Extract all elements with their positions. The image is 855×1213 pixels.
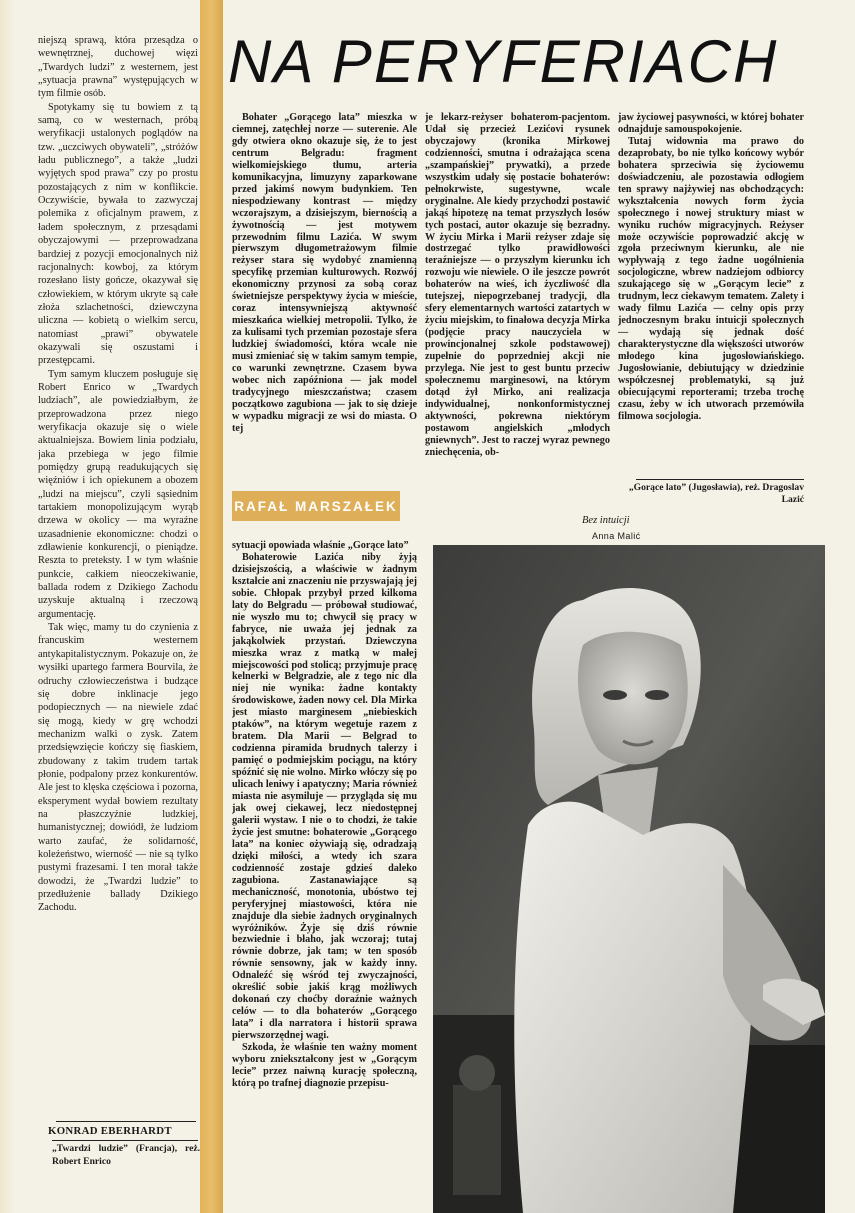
article-column-3: [618, 112, 804, 500]
note-rule: [52, 1140, 198, 1141]
article-paragraph: je lekarz-reżyser bohaterom-pacjentom. Udał się przecież Lezićovi rysunek obyczajowy (kronika Mirkowej codzienności, smutna i odrażająca scena „szampańskiej” prywatki), a przede wszystkim udały się postacie bohaterów: pełnokrwiste, sugestywne, wcale oryginalne. Ale kiedy przychodzi postawić jakąś hipotezę na temat przyszłych losów tych postaci, autor okazuje się bezradny. W życiu Mirka i Marii reżyser zdaje się dostrzegać tylko prawidłowości teraźniejsze — o przyszłym kierunku ich rozwoju wie niewiele. O ile jeszcze powrót bohaterów na wieś, ich życzliwość dla tutejszej, niepogrzebanej tradycji, dla sfery elementarnych wartości zatartych w życiu miejskim, to finałowa decyzja Mirka (podjęcie pracy nauczyciela w prowincjonalnej szkole podstawowej) zupełnie do poprzedniej akcji nie przylega. Nie jest to gest buntu przeciw społecznemu marginesowi, na którym dotąd żył Mirko, ani realizacja indywidualnej, nonkonformistycznej aktywności, pokrewna niektórym postawom angielskich „młodych gniewnych”. Jest to raczej wyraz pewnego zniechęcenia, ob-: [425, 112, 610, 458]
article-paragraph: jaw życiowej pasywności, w której bohater odnajduje samouspokojenie.: [618, 112, 804, 135]
photo-caption-title: Bez intuicji: [582, 515, 630, 526]
article-paragraph: Bohaterowie Lazića niby żyją dzisiejszością, a właściwie w żadnym kształcie ani znaczeniu nie przyswajają jej sobie. Chłopak przybył przed kilkoma laty do Belgradu — próbował studiować, nie wyszło mu to; chwycił się pracy w fabryce, nie uważa jej jednak za jakąkolwiek przystań. Dziewczyna mieszka wraz z matką w małej miejscowości pod stolicą; przyjmuje pracę kelnerki w Belgradzie, ale z tego nic dla niej nie wynika: żadne kontakty środowiskowe, żaden nowy cel. Dla Mirka jest miasto marginesem „niebieskich ptaków”, na którym wegetuje razem z bratem. Dla Marii — Belgrad to codzienna piramida brudnych talerzy i pamięć o podmiejskim pociągu, na który spóźnić się nie wolno. Mirko włóczy się po ulicach leniwy i apatyczny; Maria również miasta nie asymiluje — przygląda się mu jak owej ciekawej, lecz niedostępnej galerii wystaw. I nie o to chodzi, że takie życie jest smutne: bohaterowie „Gorącego lata” na koniec ożywiają się, odradzają dzięki miłości, a wtedy ich szara codzienność zostaje gdzieś daleko zagubiona. Zastanawiające są mechaniczność, monotonia, ubóstwo tej peryferyjnej miastowości, która nie znajduje dla siebie żadnych oryginalnych wyróżników. Żyje się dziś równie bezwiednie i błaho, jak wczoraj; tutaj równie dobrze, jak tam; w ten sposób równie sensowny, jak w każdy inny. Odnaleźć się wśród tej zwyczajności, określić sobie jakiś krąg możliwych dokonań czy choćby doraźnie ważnych celów — to dla bohaterów „Gorącego lata” i dla narratora i historii sprawa pierwszorzędnej wagi.: [232, 551, 417, 1042]
photo-caption-credit: Anna Malić: [592, 531, 641, 541]
article-paragraph: Bohater „Gorącego lata” mieszka w ciemnej, zatęchłej norze — suterenie. Ale gdy otwiera okno okazuje się, że to jest centrum Belgradu: fragment wielkomiejskiego tłumu, arteria komunikacyjna, limuzyny zaparkowane przed jakimś nowym budynkiem. Ten niespodziewany kontrast — między wczorajszym, a dzisiejszym, biernością a żywotnością — jest motywem przewodnim filmu Lazića. W swym pierwszym długometrażowym filmie reżyser stara się wydobyć znamienną specyfikę przemian kulturowych. Rozwój ekonomiczny przynosi za sobą coraz świetniejsze perspektywy życia w mieście, coraz intensywniejszą aktywność mieszkańca wielkiej metropolii. Tylko, że za kulisami tych przemian pozostaje sfera ludzkiej świadomości, która wcale nie musi zmieniać się w takim samym tempie, co warunki zewnętrzne. Czasem bywa wobec nich zapóźniona — jak model tradycyjnego mieszczaństwa; czasem początkowo zagubiona — jak to się dzieje w wypadku migracji ze wsi do miasta. O tej: [232, 112, 417, 434]
left-paragraph: Tym samym kluczem posługuje się Robert Enrico w „Twardych ludziach”, ale powiedziałbym, że przeprowadzona przez niego weryfikacja okazuje się o wiele aktualniejsza. Bowiem linia podziału, jaka przebiega w jego filmie pomiędzy grupą readukujących się więźniów i ich opiekunem a obozem „ludzi na miejscu”, czyli sąsiednim tartakiem monopolizującym wyrąb drzewa w okolicy — ma wyraźne uzasadnienie ekonomiczne: chodzi o zdławienie konkurencji, o pieniądze. Reszta to preteksty. I w tym właśnie punkcie, całkiem nieoczekiwanie, ballada rodem z Dzikiego Zachodu uzyskuje aktualną i rzeczową argumentację.: [38, 368, 198, 620]
article-column-2: [425, 112, 610, 504]
article-paragraph: Tutaj widownia ma prawo do dezaprobaty, bo nie tylko końcowy wybór bohatera sprzeciwia się życiowemu doświadczeniu, ale pozostawia odłogiem ten sprawy najżywiej nas obchodzących: wykształcenia nowych form życia społecznego i nowej struktury miast w wyniku ruchów migracyjnych. Reżyser może oczywiście poprowadzić akcję w zgoła przeciwnym kierunku, ale nie wypływają z tego żadne uogólnienia socjologiczne, wbrew nadziejom odbiorcy szukającego się w „Gorącym lecie” z trudnym, lecz ciekawym tematem. Zalety i wady filmu Lazića — celny opis przy jednoczesnym braku intuicji społecznych — wydają się jednak dość charakterystyczne dla większości utworów młodego kina jugosłowiańskiego. Jugosłowianie, debiutujący w dziedzinie współczesnej problematyki, są już obiecującymi reporterami; trzeba trochę czasu, żeby w ich utworach przemówiła filmowa socjologia.: [618, 135, 804, 422]
left-film-note: „Twardzi ludzie” (Francja), reż. Robert Enrico: [52, 1143, 200, 1167]
left-paragraph: niejszą sprawą, która przesądza o wewnętrznej, duchowej więzi „Twardych ludzi” z westernem, jest „sytuacja prawna” występujących w tym filmie osób.: [38, 35, 198, 100]
author-name: RAFAŁ MARSZAŁEK: [234, 498, 398, 514]
author-rule: [56, 1121, 196, 1122]
article-column-1-lower: [232, 540, 417, 1200]
left-paragraph: Tak więc, mamy tu do czynienia z francuskim westernem antykapitalistycznym. Pokazuje on, że wysiłki upartego farmera Bourvila, że odruchy człowieczeństwa i budzące się dobre inklinacje jego podopiecznych — na niewiele zdać się mogą, kiedy w grę wchodzi mechanizm walki o zysk. Zatem przedsięwzięcie kończy się fiaskiem, zbudowany z takim trudem tartak płonie, podpalony przez konkurentów. Ale jest to klęska częściowa i pozorna, eksperyment wydał bowiem rezultaty na płaszczyźnie ludzkiej, humanistycznej; dowiódł, że ludziom warto zaufać, że solidarność, koleżeństwo, wierność — nie są tylko pustymi frazesami. I ten morał także dowodzi, że „Twardzi ludzie” to przedłużenie ballady Dzikiego Zachodu.: [38, 622, 198, 914]
page-edge-shade: [0, 0, 14, 1213]
author-box: [232, 491, 400, 521]
article-column-1: [232, 112, 417, 462]
left-author: KONRAD EBERHARDT: [48, 1125, 172, 1137]
left-paragraph: Spotykamy się tu bowiem z tą samą, co w westernach, próbą weryfikacji ustalonych poglądów na tzw. „uczciwych obywateli”, „stróżów ładu publicznego”, a także „ludzi wyjętych spod prawa” czy po prostu pozostających z nim w konflikcie. Oczywiście, bywała to zazwyczaj polemika z oficjalnym prawem, z ładem społecznym, z przesądami obyczajowymi — przeprowadzana bardziej z pozycji emocjonalnych niż racjonalnych: kowboj, za którym rozesłano listy gończe, okazywał się człowiekiem, w którym ukryte są całe złoża szlachetności, dziewczyna uliczna — kobietą o wielkim sercu, natomiast „prawi” obywatele okazywali się oszustami i przestępcami.: [38, 101, 198, 367]
article-paragraph: sytuacji opowiada właśnie „Gorące lato”: [232, 540, 409, 551]
film-still-illustration: [433, 545, 825, 1213]
gold-divider-strip: [200, 0, 223, 1213]
article-film-note: „Gorące lato” (Jugosławia), reż. Dragoslav Lazić: [628, 482, 804, 505]
film-still-photo: [433, 545, 825, 1213]
note-rule: [636, 479, 804, 480]
page-title: NA PERYFERIACH: [228, 28, 779, 95]
article-paragraph: Szkoda, że właśnie ten ważny moment wyboru zniekształcony jest w „Gorącym lecie” przez naiwną kurację społeczną, którą po trafnej diagnozie przepisu-: [232, 1042, 417, 1089]
left-column-text: [38, 34, 198, 1174]
